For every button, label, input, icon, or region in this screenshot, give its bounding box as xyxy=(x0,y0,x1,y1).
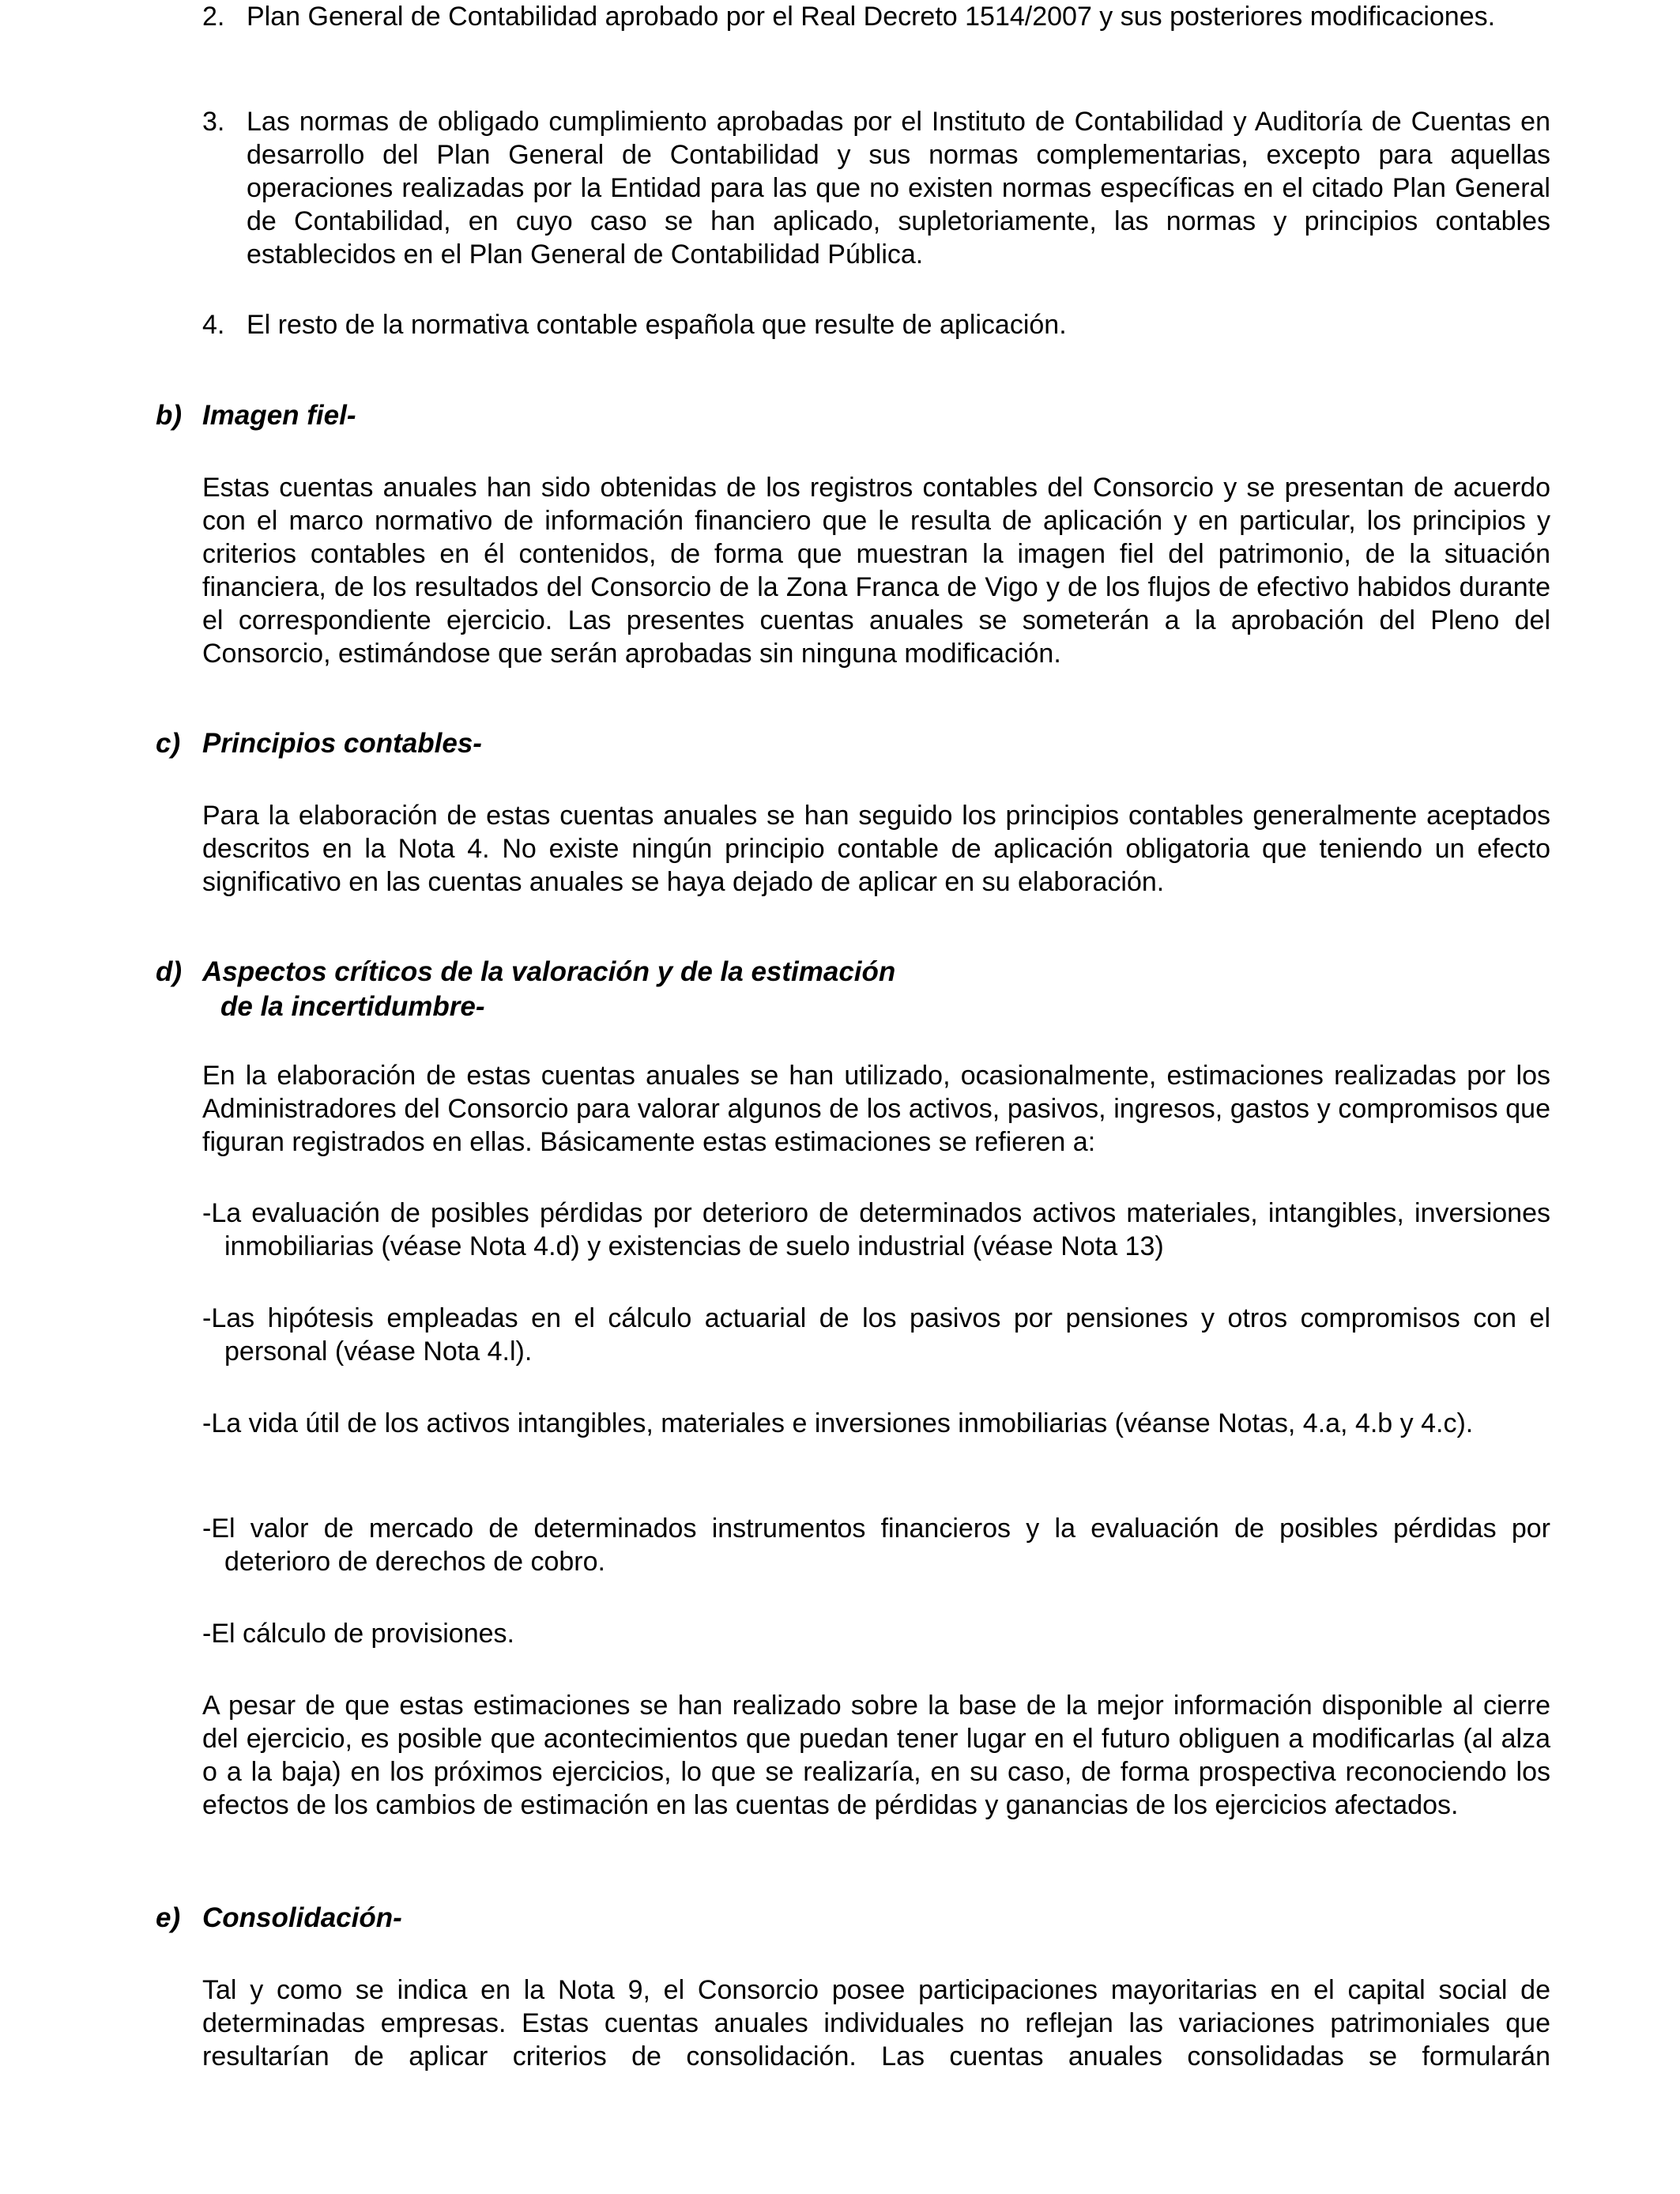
list-text: Plan General de Contabilidad aprobado por el Real Decreto 1514/2007 y sus posteriores modificaciones. xyxy=(247,2,1496,32)
estimation-bullet: -El cálculo de provisiones. xyxy=(202,1619,514,1649)
section-title-line1: Aspectos críticos de la valoración y de la estimación xyxy=(202,956,896,987)
paragraph-principios: Para la elaboración de estas cuentas anuales se han seguido los principios contables generalmente aceptados descritos en la Nota 4. No existe ningún principio contable de aplicación obligatoria que teniendo un efecto significativo en las cuentas anuales se haya dejado de aplicar en su elaboración. xyxy=(202,801,1550,897)
section-title: Consolidación- xyxy=(202,1902,402,1933)
estimation-bullet: -Las hipótesis empleadas en el cálculo actuarial de los pasivos por pensiones y otros compromisos con el personal (véase Nota 4.l). xyxy=(202,1303,1550,1367)
list-text: El resto de la normativa contable española que resulte de aplicación. xyxy=(247,310,1067,340)
paragraph-estimaciones-intro: En la elaboración de estas cuentas anuales se han utilizado, ocasionalmente, estimaciones realizadas por los Administradores del Consorcio para valorar algunos de los activos, pasivos, ingresos, gastos y compromisos que figuran registrados en ellas. Básicamente estas estimaciones se refieren a: xyxy=(202,1061,1550,1157)
section-heading-aspectos-criticos xyxy=(156,955,1262,1024)
list-number: 4. xyxy=(202,310,225,340)
section-title: Principios contables- xyxy=(202,728,482,759)
estimation-bullet: -El valor de mercado de determinados instrumentos financieros y la evaluación de posibles pérdidas por deterioro de derechos de cobro. xyxy=(202,1514,1550,1577)
section-letter: e) xyxy=(156,1902,181,1933)
section-letter: b) xyxy=(156,400,183,431)
section-title xyxy=(202,955,1151,1024)
list-number: 3. xyxy=(202,107,225,137)
section-letter: c) xyxy=(156,728,181,759)
paragraph-estimaciones-closing: A pesar de que estas estimaciones se han realizado sobre la base de la mejor información disponible al cierre del ejercicio, es posible que acontecimientos que puedan tener lugar en el futuro obliguen a modificarlas (al alza o a la baja) en los próximos ejercicios, lo que se realizaría, en su caso, de forma prospectiva reconociendo los efectos de los cambios de estimación en las cuentas de pérdidas y ganancias de los ejercicios afectados. xyxy=(202,1691,1550,1820)
estimation-bullet: -La evaluación de posibles pérdidas por deterioro de determinados activos materiales, intangibles, inversiones inmobiliarias (véase Nota 4.d) y existencias de suelo industrial (véase Nota 13) xyxy=(202,1198,1550,1261)
estimation-bullet: -La vida útil de los activos intangibles, materiales e inversiones inmobiliarias (véanse Notas, 4.a, 4.b y 4.c). xyxy=(202,1408,1474,1438)
section-title: Imagen fiel- xyxy=(202,400,356,431)
paragraph-imagen-fiel: Estas cuentas anuales han sido obtenidas de los registros contables del Consorcio y se presentan de acuerdo con el marco normativo de información financiero que le resulta de aplicación y en particular, los principios y criterios contables en él contenidos, de forma que muestran la imagen fiel del patrimonio, de la situación financiera, de los resultados del Consorcio de la Zona Franca de Vigo y de los flujos de efectivo habidos durante el correspondiente ejercicio. Las presentes cuentas anuales se someterán a la aprobación del Pleno del Consorcio, estimándose que serán aprobadas sin ninguna modificación. xyxy=(202,473,1550,669)
list-text: Las normas de obligado cumplimiento aprobadas por el Instituto de Contabilidad y Auditoría de Cuentas en desarrollo del Plan General de Contabilidad y sus normas complementarias, excepto para aquellas operaciones realizadas por la Entidad para las que no existen normas específicas en el citado Plan General de Contabilidad, en cuyo caso se han aplicado, supletoriamente, las normas y principios contables establecidos en el Plan General de Contabilidad Pública. xyxy=(247,107,1550,270)
section-title-line2: de la incertidumbre- xyxy=(220,991,485,1022)
list-number: 2. xyxy=(202,2,225,32)
paragraph-consolidacion: Tal y como se indica en la Nota 9, el Consorcio posee participaciones mayoritarias en el capital social de determinadas empresas. Estas cuentas anuales individuales no reflejan las variaciones patrimoniales que resultarían de aplicar criterios de consolidación. Las cuentas anuales consolidadas se formularán xyxy=(202,1975,1550,2071)
section-letter: d) xyxy=(156,956,183,987)
